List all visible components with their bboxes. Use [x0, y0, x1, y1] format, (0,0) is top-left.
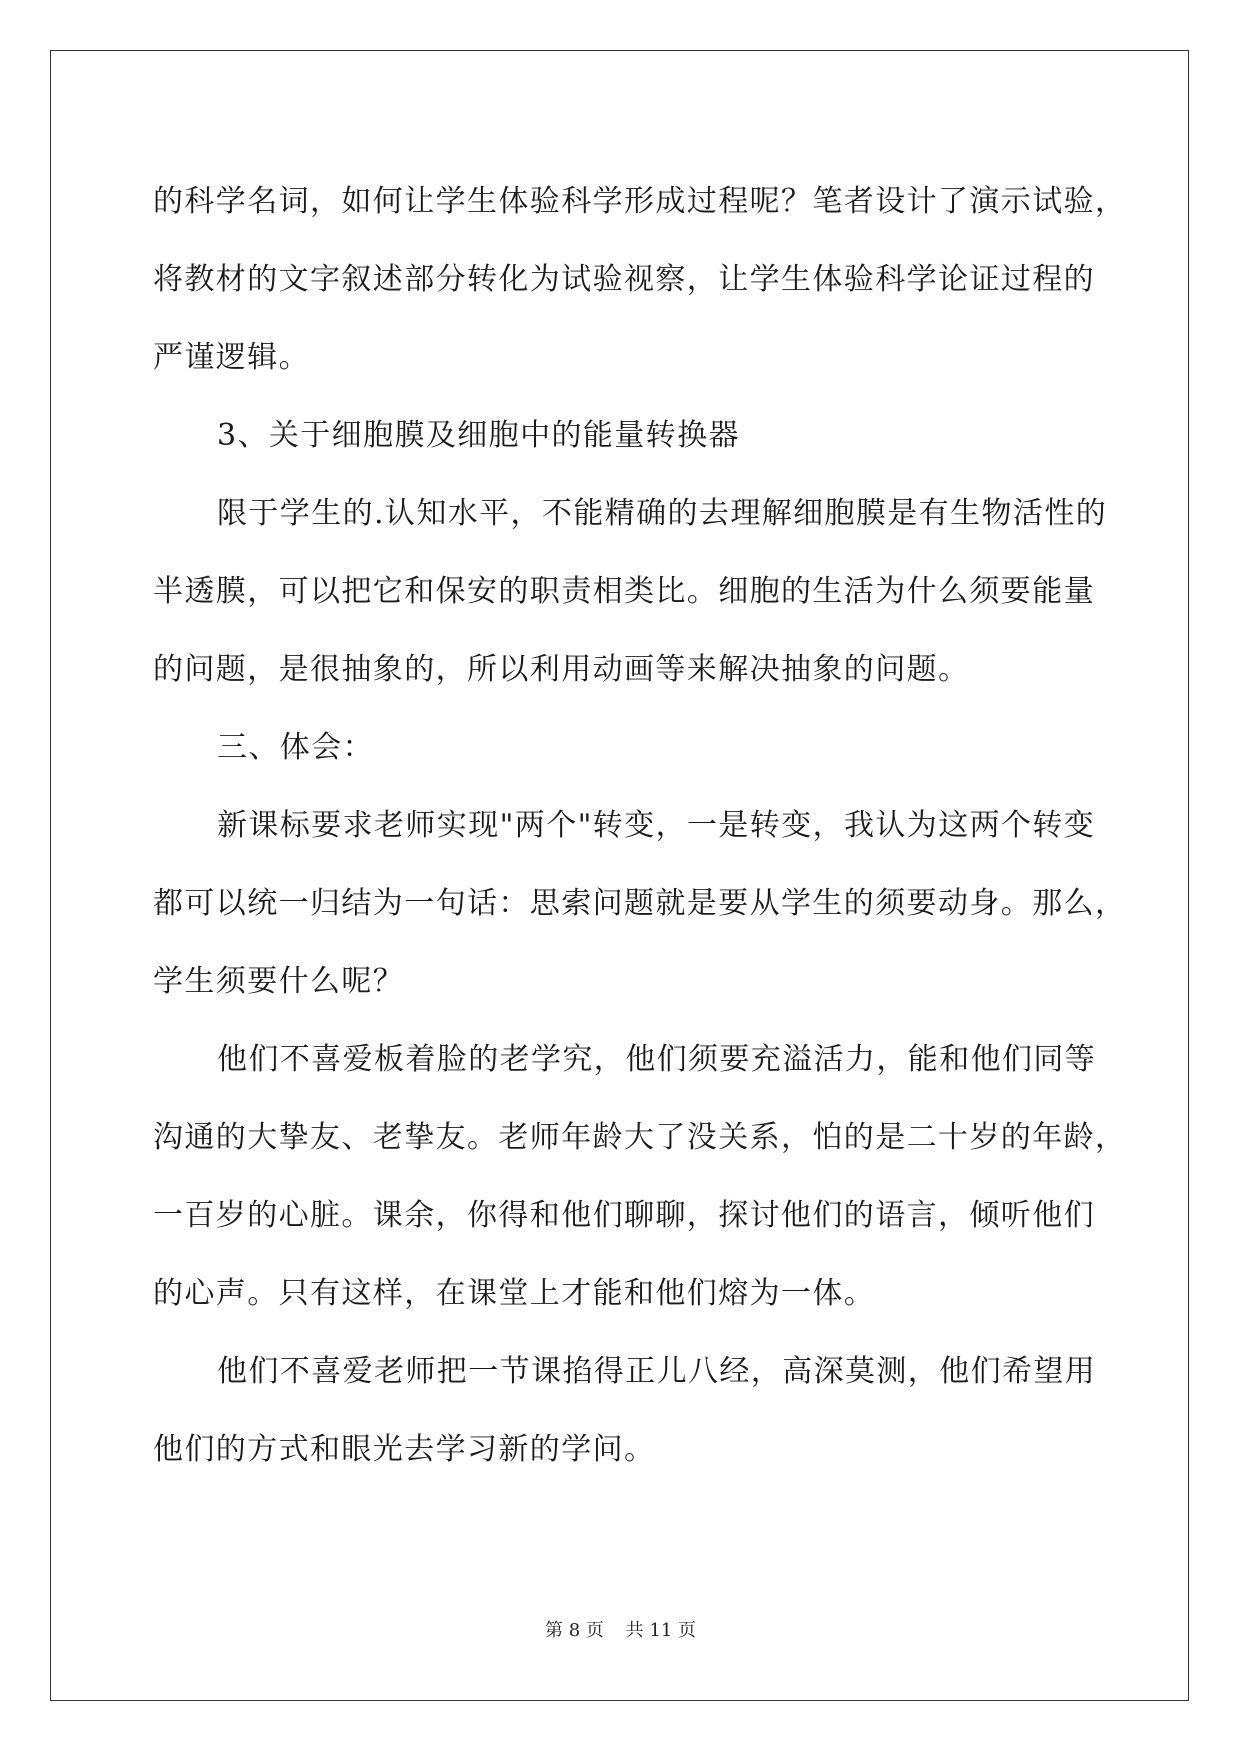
paragraph [153, 787, 1127, 1021]
page-total: 共 11 页 [625, 1620, 696, 1641]
section-heading [153, 709, 1093, 787]
text-line: 都可以统一归结为一句话：思索问题就是要从学生的须要动身。那么， [153, 886, 1127, 921]
document-body [153, 163, 1127, 1489]
section-heading [153, 397, 1093, 475]
text-line: 沟通的大挚友、老挚友。老师年龄大了没关系，怕的是二十岁的年龄， [153, 1120, 1127, 1155]
paragraph [153, 163, 1127, 397]
text-line: 三、体会： [217, 730, 374, 765]
text-line: 学生须要什么呢？ [153, 964, 405, 999]
paragraph [153, 1333, 1097, 1489]
text-line: 3、关于细胞膜及细胞中的能量转换器 [217, 418, 740, 453]
text-line: 将教材的文字叙述部分转化为试验视察，让学生体验科学论证过程的 [153, 262, 1095, 297]
text-line: 限于学生的.认知水平，不能精确的去理解细胞膜是有生物活性的 [217, 496, 1108, 531]
text-line: 的问题，是很抽象的，所以利用动画等来解决抽象的问题。 [153, 652, 970, 687]
text-line: 他们不喜爱板着脸的老学究，他们须要充溢活力，能和他们同等 [217, 1042, 1097, 1077]
text-line: 的科学名词，如何让学生体验科学形成过程呢？笔者设计了演示试验， [153, 184, 1127, 219]
text-line: 新课标要求老师实现"两个"转变，一是转变，我认为这两个转变 [217, 808, 1096, 843]
text-line: 的心声。只有这样，在课堂上才能和他们熔为一体。 [153, 1276, 876, 1311]
paragraph [153, 475, 1108, 709]
text-line: 严谨逻辑。 [153, 340, 310, 375]
page-number: 第 8 页 [545, 1620, 604, 1641]
page-footer [0, 1616, 1241, 1642]
text-line: 半透膜，可以把它和保安的职责相类比。细胞的生活为什么须要能量 [153, 574, 1095, 609]
paragraph [153, 1021, 1127, 1333]
text-line: 他们的方式和眼光去学习新的学问。 [153, 1432, 656, 1467]
text-line: 他们不喜爱老师把一节课掐得正儿八经，高深莫测，他们希望用 [217, 1354, 1097, 1389]
text-line: 一百岁的心脏。课余，你得和他们聊聊，探讨他们的语言，倾听他们 [153, 1198, 1095, 1233]
